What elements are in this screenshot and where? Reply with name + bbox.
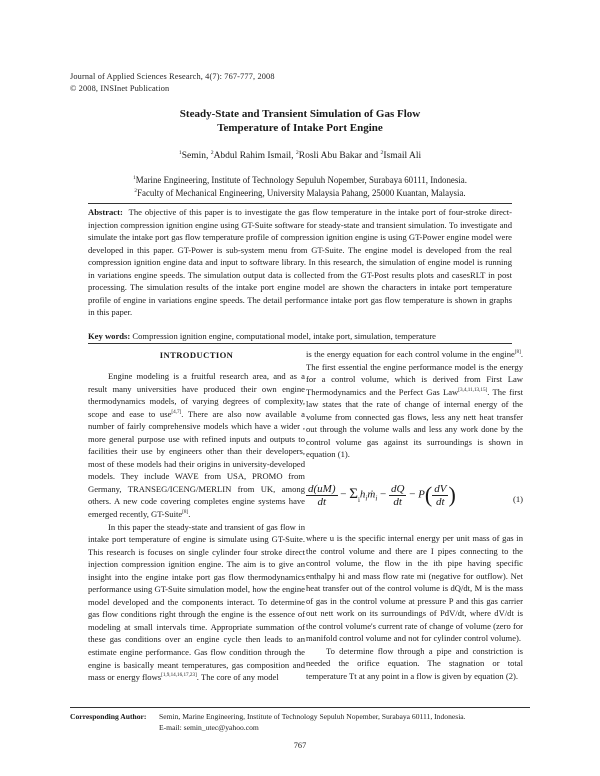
journal-citation: Journal of Applied Sciences Research, 4(7): 767-777, 2008 — [70, 72, 275, 81]
sigma: Σ — [349, 486, 358, 502]
affiliation-text: Marine Engineering, Institute of Technology Sepuluh Nopember, Surabaya 60111, Indonesia. — [135, 175, 467, 185]
sum-index: i — [357, 496, 360, 504]
corresponding-author-text — [159, 712, 499, 733]
paren-open: ( — [424, 482, 433, 507]
paragraph-text: In this paper the steady-state and transient of gas flow in intake port temperature of engine is simulate using GT-Suite. This research is focuses on single cylinder four stroke direct injection compression ignition engine. The aim is to give an insight into the engine intake port gas flow thermodynamics performance using GT-Suite simulation model, how the engine model developed and the components interact. To determine gas flow conditions right through the engine is the essence of modeling at small intervals time. Appropriate summation of these gas conditions over an engine cycle then leads to an estimate engine performance. Gas flow condition through the engine is basically meant temperatures, gas composition and mass or energy flows — [88, 521, 305, 683]
paragraph-text: . There are also now available a number of fairly comprehensive models which have a wider , more general purpose use with refined inputs and outputs to facilities their use by engineers other than their developers, most of these models had their origins in university-developed models. They include WAVE from USA, PROMO from Germany, TRANSEG/ICENG/MERLIN from UK, among others. A new code covering completes engine systems have emerged recently, GT-Suite — [88, 408, 305, 520]
author-name: Abdul Rahim Ismail, — [213, 151, 296, 161]
journal-header — [70, 71, 275, 95]
author-name: Semin, — [181, 151, 211, 161]
denominator: dt — [436, 495, 445, 508]
corresponding-author-label: Corresponding Author: — [70, 712, 147, 721]
equation-number: (1) — [512, 494, 523, 504]
paragraph-text: . The core of any model — [196, 672, 279, 683]
affiliations — [0, 174, 600, 199]
abstract — [88, 206, 512, 319]
title-line-1: Steady-State and Transient Simulation of Gas Flow — [179, 108, 421, 120]
numerator: dV — [434, 482, 447, 495]
paren-close: ) — [448, 482, 456, 507]
abstract-top-rule — [88, 203, 512, 204]
affiliation-sup: 2 — [134, 187, 138, 194]
equation-fraction — [432, 483, 448, 508]
paragraph — [88, 370, 305, 521]
author-name: Ismail Ali — [383, 151, 422, 161]
author-list — [0, 151, 600, 161]
author-email: E-mail: semin_utec@yahoo.com — [159, 722, 259, 732]
paper-title — [0, 107, 600, 135]
author-sup: 2 — [210, 149, 214, 156]
left-column — [88, 370, 305, 684]
citation: [3,4,11,13,15] — [458, 386, 488, 393]
keywords — [88, 330, 512, 342]
mass-flow: ṁ — [367, 488, 376, 501]
denominator: dt — [317, 495, 327, 508]
paragraph: To determine flow through a pipe and constriction is needed the orifice equation. The stagnation or total temperature Tt at any point in a flow is given by equation (2). — [306, 645, 523, 682]
author-name: Rosli Abu Bakar and — [298, 151, 381, 161]
paragraph-text: . The first law states that the rate of change of internal energy of the volume from connected gas flows, less any nett heat transfer out through the volume walls and less any work done by the control volume gas against its surroundings is shown in equation (1). — [306, 386, 523, 460]
citation: [8] — [182, 509, 189, 516]
numerator: d(uM) — [308, 482, 336, 495]
author-sup: 2 — [380, 149, 384, 156]
paragraph-text: . The first essential the engine performance model is the energy for a control volume, which is derived from First Law Thermodynamics and the Perfect Gas Law — [306, 349, 523, 397]
keywords-text: Compression ignition engine, computational model, intake port, simulation, temperature — [132, 331, 436, 341]
affiliation-1 — [0, 174, 600, 187]
affiliation-2 — [0, 187, 600, 200]
section-heading-introduction: INTRODUCTION — [159, 350, 234, 360]
paragraph — [306, 348, 523, 461]
author-sup: 1 — [178, 149, 182, 156]
denominator: dt — [393, 495, 402, 508]
title-line-2: Temperature of Intake Port Engine — [217, 122, 383, 134]
paragraph: where u is the specific internal energy per unit mass of gas in the control volume and there are I pipes connecting to the control volume, the flow in the ith pipe having specific enthalpy hi and mass flow rate mi (negative for outflow). Net heat transfer out of the control volume is dQ/dt, M is the mass of gas in the control volume at pressure P and this gas carrier out nett work on its surroundings of PdV/dt, where dV/dt is the control volume's current rate of change of volume (zero for manifold control volume and not for cylinder control volume). — [306, 533, 523, 644]
abstract-text: The objective of this paper is to investigate the gas flow temperature in the intake port of four-stroke direct-injection compression ignition engine using GT-Suite software for steady-state and transient simulation. To investigate and simulate the intake port gas flow temperature profile of compression ignition engine is using GT-Power engine model were developed in this paper. GT-Power is sub-system menu from GT-Suite. The engine model is developed from the real compression ignition engine data and input to software library. In this research, the simulation of engine model is running in variations engine speeds. The simulation output data is collected from the GT-Post results plots and casesRLT in post processing. The simulation results of the intake port engine model are shown the characters in intake port temperature profile of engine in variations engine speeds. The detail performance intake port gas flow temperature is shown in graphs in this paper. — [88, 207, 512, 317]
right-column — [306, 348, 523, 461]
citation: [4,7] — [171, 408, 182, 415]
operator: − — [406, 488, 419, 501]
right-column-continued — [306, 532, 523, 683]
page-number: 767 — [293, 741, 307, 750]
footer-rule — [70, 707, 530, 708]
author-sup: 2 — [295, 149, 299, 156]
citation: [1,9,14,16,17,23] — [161, 672, 197, 679]
enthalpy: h — [359, 488, 366, 501]
paragraph-text: . — [188, 509, 191, 520]
equation-fraction — [389, 483, 406, 508]
equation-fraction — [306, 483, 338, 508]
operator: − — [377, 488, 389, 501]
paragraph-text: is the energy equation for each control volume in the engine — [306, 349, 515, 359]
index: i — [365, 494, 368, 503]
sum-symbol — [349, 486, 360, 502]
abstract-label: Abstract: — [88, 207, 123, 217]
equation-1 — [306, 482, 523, 528]
affiliation-sup: 1 — [133, 175, 136, 182]
numerator: dQ — [390, 482, 405, 495]
affiliation-text: Faculty of Mechanical Engineering, University Malaysia Pahang, 25000 Kuantan, Malaysia. — [137, 187, 466, 198]
copyright-line: © 2008, INSInet Publication — [70, 84, 170, 93]
pressure: P — [418, 488, 425, 501]
paragraph — [88, 521, 305, 684]
index: i — [375, 494, 378, 503]
author-address: Semin, Marine Engineering, Institute of Technology Sepuluh Nopember, Surabaya 60111, Indonesia. — [159, 712, 466, 721]
paragraph-text: Engine modeling is a fruitful research area, and as a result many universities have produced their own engine thermodynamics models, of varying degrees of complexity, scope and ease to use — [88, 371, 305, 419]
citation: [8] — [514, 349, 521, 356]
operator: − — [337, 488, 350, 501]
keywords-label: Key words: — [88, 331, 131, 341]
keywords-bottom-rule — [88, 343, 512, 344]
